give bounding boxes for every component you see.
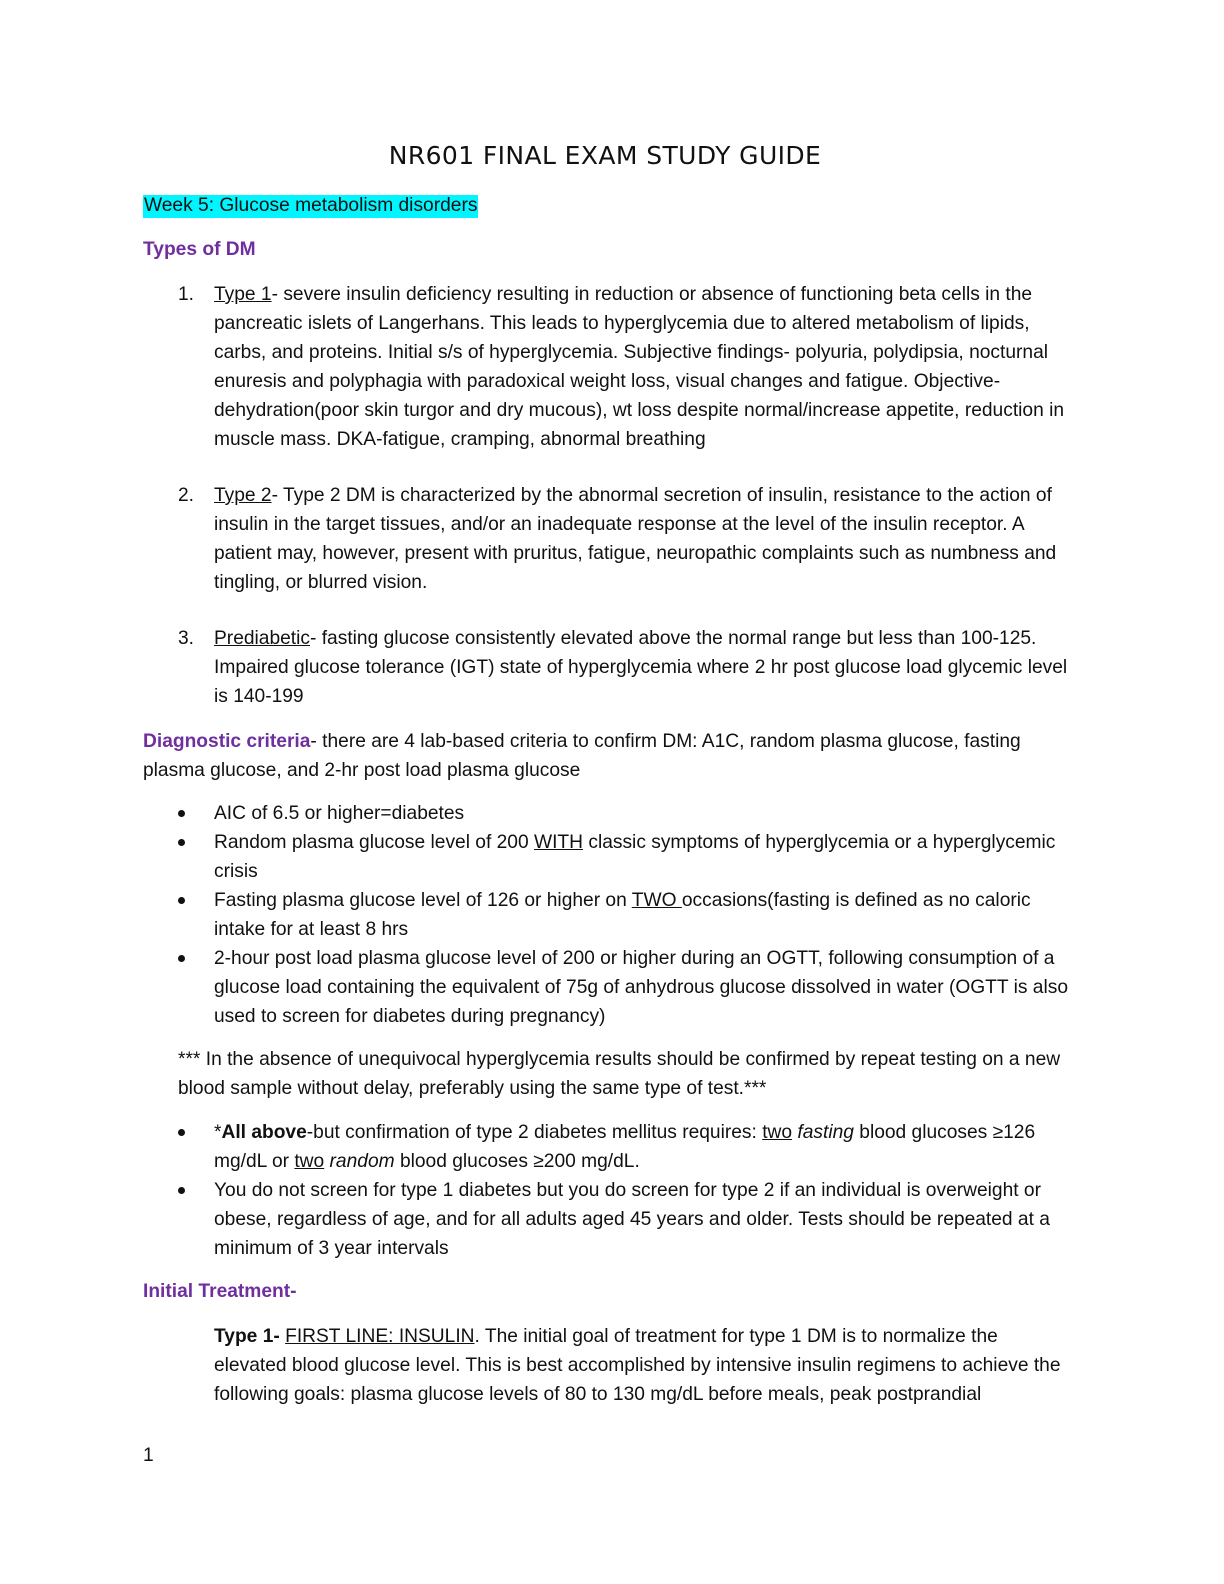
diagnostic-intro: - there are 4 lab-based criteria to confirm DM: A1C, random plasma glucose, fasting plasma glucose, and 2-hr post load plasma glucose — [143, 731, 1021, 781]
week-heading — [143, 191, 478, 220]
bullet-text: You do not screen for type 1 diabetes but you do screen for type 2 if an individual is overweight or obese, regardless of age, and for all adults aged 45 years and older. Tests should be repeated at a minimum of 3 year intervals — [214, 1180, 1050, 1259]
bullet-text: -but confirmation of type 2 diabetes mellitus requires: — [306, 1122, 763, 1143]
confirmation-note: *** In the absence of unequivocal hyperglycemia results should be confirmed by repeat testing on a new blood sample without delay, preferably using the same type of test.*** — [178, 1049, 1061, 1099]
bullet-icon — [178, 1187, 185, 1194]
bullet-text: occasions(fasting is defined as no caloric intake for at least 8 hrs — [214, 890, 1031, 940]
emphasis-two: TWO — [631, 890, 682, 911]
bullet-text: blood glucoses ≥126 mg/dL or — [214, 1122, 1036, 1172]
type-1-treatment-text: . The initial goal of treatment for type 1 DM is to normalize the elevated blood glucose level. This is best accomplished by intensive insulin regimens to achieve the following goals: plasma glucose levels of 80 to 130 mg/dL before meals, peak postprandial — [214, 1326, 1061, 1405]
emphasis-two: two — [294, 1151, 325, 1172]
prediabetic-label: Prediabetic — [214, 628, 310, 649]
list-item — [143, 799, 1078, 828]
bullet-icon — [178, 810, 185, 817]
diagnostic-bullet-list — [143, 799, 1078, 1031]
bullet-icon — [178, 955, 185, 962]
page-number: 1 — [143, 1445, 154, 1466]
heading-dash: - — [290, 1281, 297, 1302]
prediabetic-text: - fasting glucose consistently elevated above the normal range but less than 100-125. Impaired glucose tolerance (IGT) state of hyperglycemia where 2 hr post glucose load glycemic level is 140-199 — [214, 628, 1068, 707]
fasting-italic: fasting — [797, 1122, 854, 1143]
type-2-text: - Type 2 DM is characterized by the abnormal secretion of insulin, resistance to the action of insulin in the target tissues, and/or an inadequate response at the level of the insulin receptor. A patient may, however, present with pruritus, fatigue, neuropathic complaints such as numbness and tingling, or blurred vision. — [214, 485, 1057, 593]
bullet-text: 2-hour post load plasma glucose level of 200 or higher during an OGTT, following consumption of a glucose load containing the equivalent of 75g of anhydrous glucose dissolved in water (OGTT is also used to screen for diabetes during pregnancy) — [214, 948, 1068, 1027]
emphasis-two: two — [762, 1122, 793, 1143]
type-1-treatment-paragraph — [214, 1322, 1074, 1409]
list-item — [143, 828, 1078, 886]
random-italic: random — [329, 1151, 395, 1172]
bullet-text: AIC of 6.5 or higher=diabetes — [214, 803, 465, 824]
bullet-text: classic symptoms of hyperglycemia or a hyperglycemic crisis — [214, 832, 1056, 882]
asterisk-text: * — [214, 1122, 222, 1143]
all-above-bold: All above — [221, 1122, 307, 1143]
bullet-icon — [178, 897, 185, 904]
first-line-insulin: FIRST LINE: INSULIN — [285, 1326, 475, 1347]
diagnostic-criteria-paragraph — [143, 727, 1078, 785]
list-number: 2. — [178, 485, 195, 506]
type-1-text: - severe insulin deficiency resulting in reduction or absence of functioning beta cells in the pancreatic islets of Langerhans. This leads to hyperglycemia due to altered metabolism of lipids, carbs, and proteins. Initial s/s of hyperglycemia. Subjective findings- polyuria, polydipsia, nocturnal enuresis and polyphagia with paradoxical weight loss, visual changes and fatigue. Objective-dehydration(poor skin turgor and dry mucous), wt loss despite normal/increase appetite, reduction in muscle mass. DKA-fatigue, cramping, abnormal breathing — [214, 284, 1065, 450]
bullet-text: blood glucoses ≥200 mg/dL. — [394, 1151, 640, 1172]
bullet-text: Random plasma glucose level of 200 — [214, 832, 534, 853]
bullet-icon — [178, 839, 185, 846]
diagnostic-criteria-heading: Diagnostic criteria — [143, 731, 311, 752]
initial-treatment-heading — [143, 1277, 297, 1306]
list-item — [143, 1118, 1078, 1176]
initial-treatment-label: Initial Treatment — [143, 1281, 291, 1302]
type-1-treatment-label: Type 1- — [214, 1326, 280, 1347]
page-title: NR601 FINAL EXAM STUDY GUIDE — [388, 141, 822, 170]
confirmation-bullet-list — [143, 1118, 1078, 1263]
list-item — [143, 944, 1078, 1031]
list-item-prediabetic — [143, 624, 1073, 711]
list-item-type-1 — [143, 280, 1073, 454]
type-1-label: Type 1 — [214, 284, 272, 305]
list-item-type-2 — [143, 481, 1073, 597]
type-2-label: Type 2 — [214, 485, 272, 506]
list-item — [143, 886, 1078, 944]
emphasis-with: WITH — [533, 832, 584, 853]
bullet-text: Fasting plasma glucose level of 126 or higher on — [214, 890, 632, 911]
bullet-icon — [178, 1129, 185, 1136]
highlighted-week-text: Week 5: Glucose metabolism disorders — [144, 195, 478, 216]
list-item — [143, 1176, 1078, 1263]
list-number: 1. — [178, 284, 195, 305]
types-of-dm-heading: Types of DM — [143, 239, 256, 260]
list-number: 3. — [178, 628, 195, 649]
